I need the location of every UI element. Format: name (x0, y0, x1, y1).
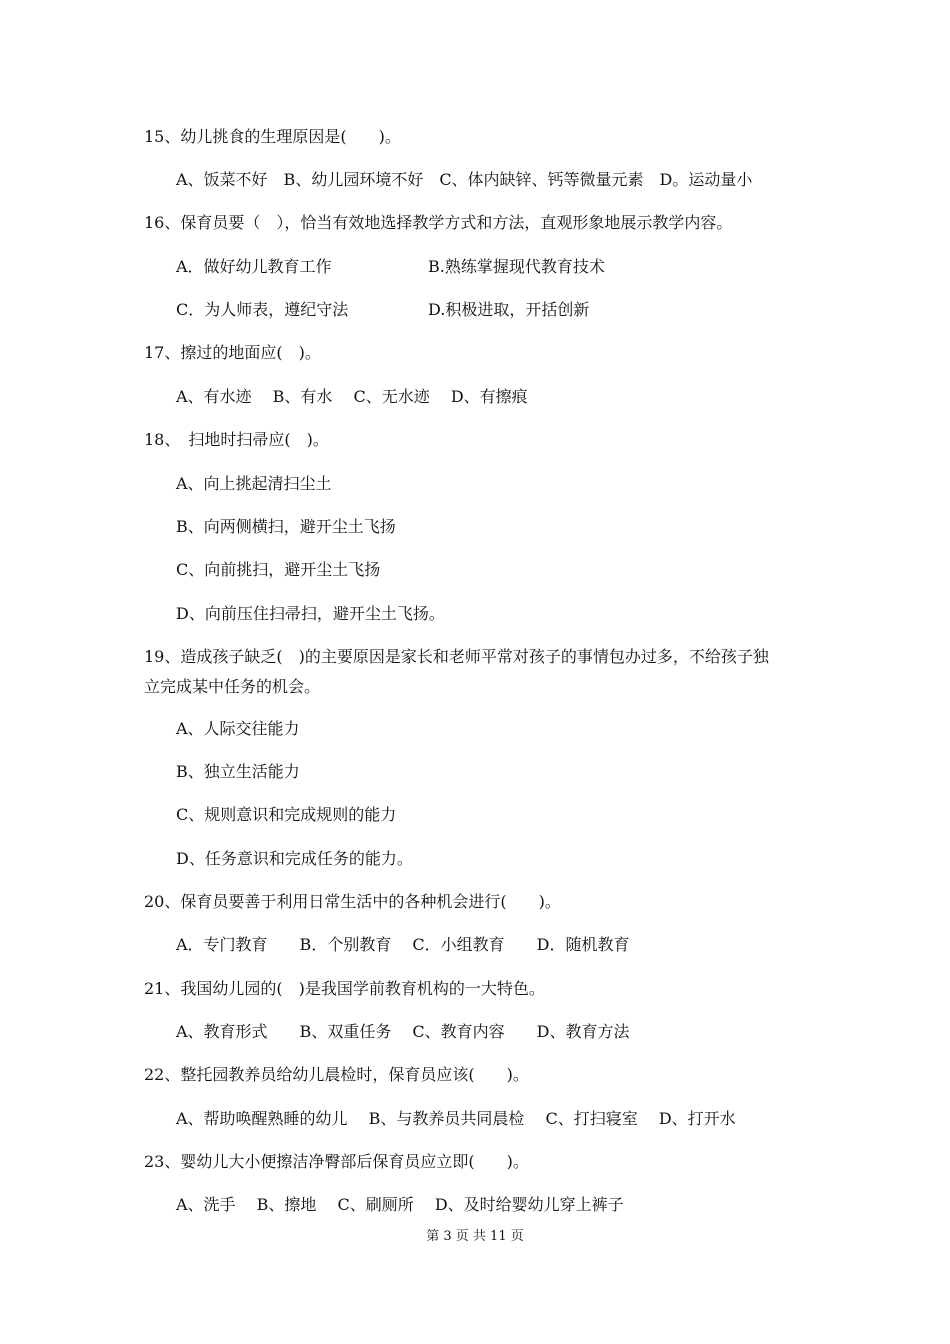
question-stem: 17、擦过的地面应( )。 (144, 343, 321, 362)
question-stem: 23、婴幼儿大小便擦洁净臀部后保育员应立即( )。 (144, 1152, 529, 1171)
option-d: D、向前压住扫帚扫，避开尘土飞扬。 (176, 604, 445, 623)
question-options: A、有水迹 B、有水 C、无水迹 D、有擦痕 (176, 387, 528, 406)
question-options: A、帮助唤醒熟睡的幼儿 B、与教养员共同晨检 C、打扫寝室 D、打开水 (176, 1109, 736, 1128)
page-footer: 第 3 页 共 11 页 (426, 1229, 524, 1244)
question-stem-line-2: 立完成某中任务的机会。 (144, 677, 321, 696)
option-c: C、规则意识和完成规则的能力 (176, 805, 397, 824)
question-stem: 20、保育员要善于利用日常生活中的各种机会进行( )。 (144, 892, 561, 911)
option-b: B.熟练掌握现代教育技术 (428, 257, 605, 276)
option-a: A．做好幼儿教育工作 (176, 257, 332, 276)
option-b: B、独立生活能力 (176, 762, 300, 781)
question-stem-line-1: 19、造成孩子缺乏( )的主要原因是家长和老师平常对孩子的事情包办过多，不给孩子独 (144, 647, 769, 666)
question-options: A、教育形式 B、双重任务 C、教育内容 D、教育方法 (176, 1022, 630, 1041)
option-d: D、任务意识和完成任务的能力。 (176, 849, 413, 868)
option-c: C、向前挑扫，避开尘土飞扬 (176, 560, 381, 579)
question-stem: 21、我国幼儿园的( )是我国学前教育机构的一大特色。 (144, 979, 545, 998)
question-stem: 22、整托园教养员给幼儿晨检时，保育员应该( )。 (144, 1065, 529, 1084)
option-b: B、向两侧横扫，避开尘土飞扬 (176, 517, 396, 536)
question-options: A、饭菜不好 B、幼儿园环境不好 C、体内缺锌、钙等微量元素 D。运动量小 (176, 170, 753, 189)
option-d: D.积极进取，开括创新 (428, 300, 590, 319)
question-stem: 15、幼儿挑食的生理原因是( )。 (144, 127, 401, 146)
question-options: A．专门教育 B．个别教育 C．小组教育 D．随机教育 (176, 935, 630, 954)
question-stem: 16、保育员要（ ），恰当有效地选择教学方式和方法，直观形象地展示教学内容。 (144, 213, 733, 232)
option-c: C．为人师表，遵纪守法 (176, 300, 349, 319)
option-a: A、人际交往能力 (176, 719, 300, 738)
question-stem: 18、 扫地时扫帚应( )。 (144, 430, 329, 449)
option-a: A、向上挑起清扫尘土 (176, 474, 332, 493)
question-options: A、洗手 B、擦地 C、刷厕所 D、及时给婴幼儿穿上裤子 (176, 1195, 624, 1214)
